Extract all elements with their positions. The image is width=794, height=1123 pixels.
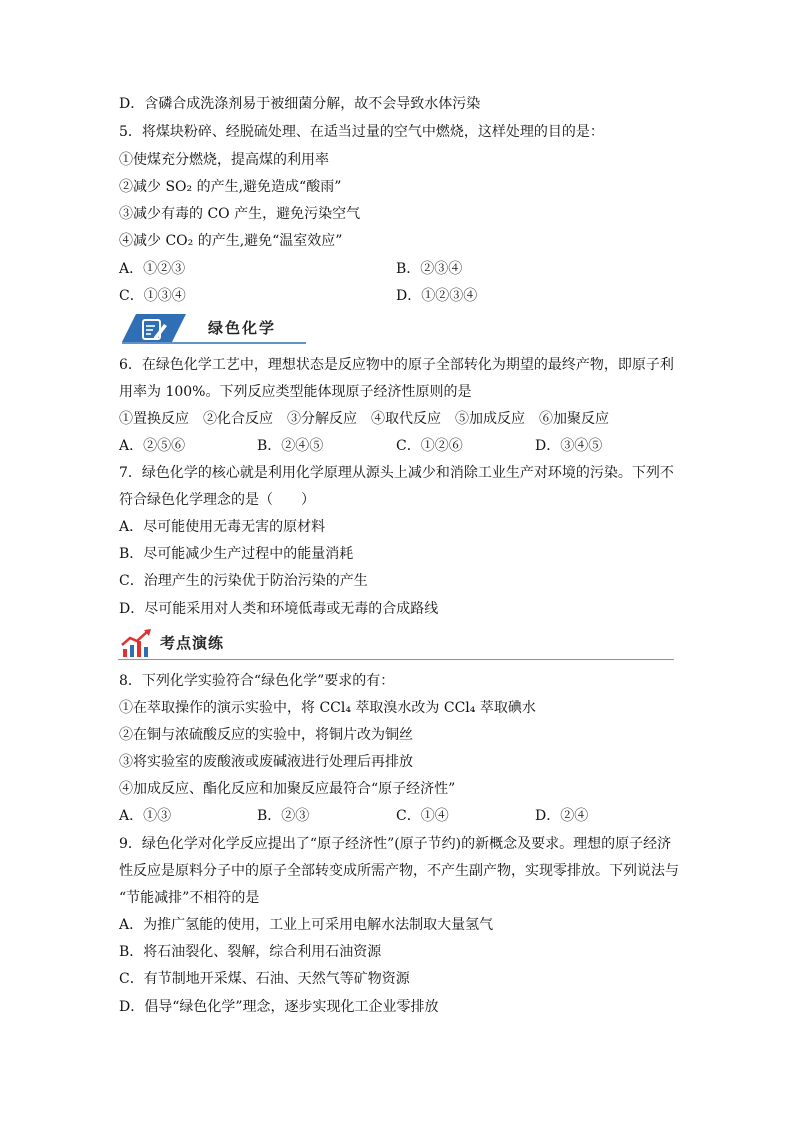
q5-item-3: ③减少有毒的 CO 产生，避免污染空气 (119, 206, 361, 222)
q7-option-c: C．治理产生的污染优于防治污染的产生 (119, 573, 368, 589)
section-title: 绿色化学 (208, 319, 277, 337)
q6-stem-line-1: 6．在绿色化学工艺中，理想状态是反应物中的原子全部转化为期望的最终产物，即原子利 (119, 357, 674, 373)
section-title: 考点演练 (160, 634, 225, 652)
q6-option-b: B．②④⑤ (257, 438, 324, 454)
q4-option-d: D．含磷合成洗涤剂易于被细菌分解，故不会导致水体污染 (119, 96, 481, 112)
q8-item-2: ②在铜与浓硫酸反应的实验中，将铜片改为铜丝 (119, 727, 413, 743)
section-rule (118, 659, 674, 660)
rising-chart-icon (120, 627, 156, 659)
q8-option-a: A．①③ (119, 808, 172, 824)
section-header-practice (118, 626, 678, 662)
q5-item-1: ①使煤充分燃烧，提高煤的利用率 (119, 152, 329, 168)
q6-option-c: C．①②⑥ (396, 438, 463, 454)
q8-stem: 8．下列化学实验符合“绿色化学”要求的有： (119, 673, 395, 689)
q6-option-d: D．③④⑤ (535, 438, 603, 454)
q9-option-c: C．有节制地开采煤、石油、天然气等矿物资源 (119, 971, 410, 987)
q8-option-d: D．②④ (535, 808, 589, 824)
q8-item-4: ④加成反应、酯化反应和加聚反应最符合“原子经济性” (119, 781, 456, 797)
q9-stem-line-3: “节能减排”不相符的是 (119, 890, 260, 906)
q7-option-d: D．尽可能采用对人类和环境低毒或无毒的合成路线 (119, 601, 439, 617)
q8-option-b: B．②③ (257, 808, 310, 824)
q8-item-1: ①在萃取操作的演示实验中，将 CCl₄ 萃取溴水改为 CCl₄ 萃取碘水 (119, 700, 536, 716)
q7-option-b: B．尽可能减少生产过程中的能量消耗 (119, 546, 354, 562)
q9-stem-line-2: 性反应是原料分子中的原子全部转变成所需产物，不产生副产物，实现零排放。下列说法与 (119, 863, 679, 879)
q7-option-a: A．尽可能使用无毒无害的原材料 (119, 519, 326, 535)
q6-option-a: A．②⑤⑥ (119, 438, 186, 454)
q5-option-b: B．②③④ (396, 261, 463, 277)
q9-option-d: D．倡导“绿色化学”理念，逐步实现化工企业零排放 (119, 999, 439, 1015)
notepad-pencil-icon (140, 316, 170, 342)
q5-item-4: ④减少 CO₂ 的产生,避免“温室效应” (119, 233, 343, 249)
q5-item-2: ②减少 SO₂ 的产生,避免造成“酸雨” (119, 179, 342, 195)
q9-option-a: A．为推广氢能的使用，工业上可采用电解水法制取大量氢气 (119, 917, 494, 933)
q8-item-3: ③将实验室的废酸液或废碱液进行处理后再排放 (119, 754, 413, 770)
q7-stem-line-2: 符合绿色化学理念的是（ ） (119, 492, 315, 508)
q5-option-c: C．①③④ (119, 288, 186, 304)
q6-reaction-types: ①置换反应 ②化合反应 ③分解反应 ④取代反应 ⑤加成反应 ⑥加聚反应 (119, 411, 609, 427)
section-header-green-chemistry (118, 312, 308, 346)
q7-stem-line-1: 7．绿色化学的核心就是利用化学原理从源头上减少和消除工业生产对环境的污染。下列不 (119, 465, 674, 481)
q8-option-c: C．①④ (396, 808, 449, 824)
q5-option-d: D．①②③④ (396, 288, 478, 304)
q6-stem-line-2: 用率为 100%。下列反应类型能体现原子经济性原则的是 (119, 384, 472, 400)
q5-option-a: A．①②③ (119, 261, 186, 277)
q9-stem-line-1: 9．绿色化学对化学反应提出了“原子经济性”(原子节约)的新概念及要求。理想的原子经济 (119, 836, 672, 852)
q5-stem: 5．将煤块粉碎、经脱硫处理、在适当过量的空气中燃烧，这样处理的目的是： (119, 124, 604, 140)
q9-option-b: B．将石油裂化、裂解，综合利用石油资源 (119, 944, 382, 960)
